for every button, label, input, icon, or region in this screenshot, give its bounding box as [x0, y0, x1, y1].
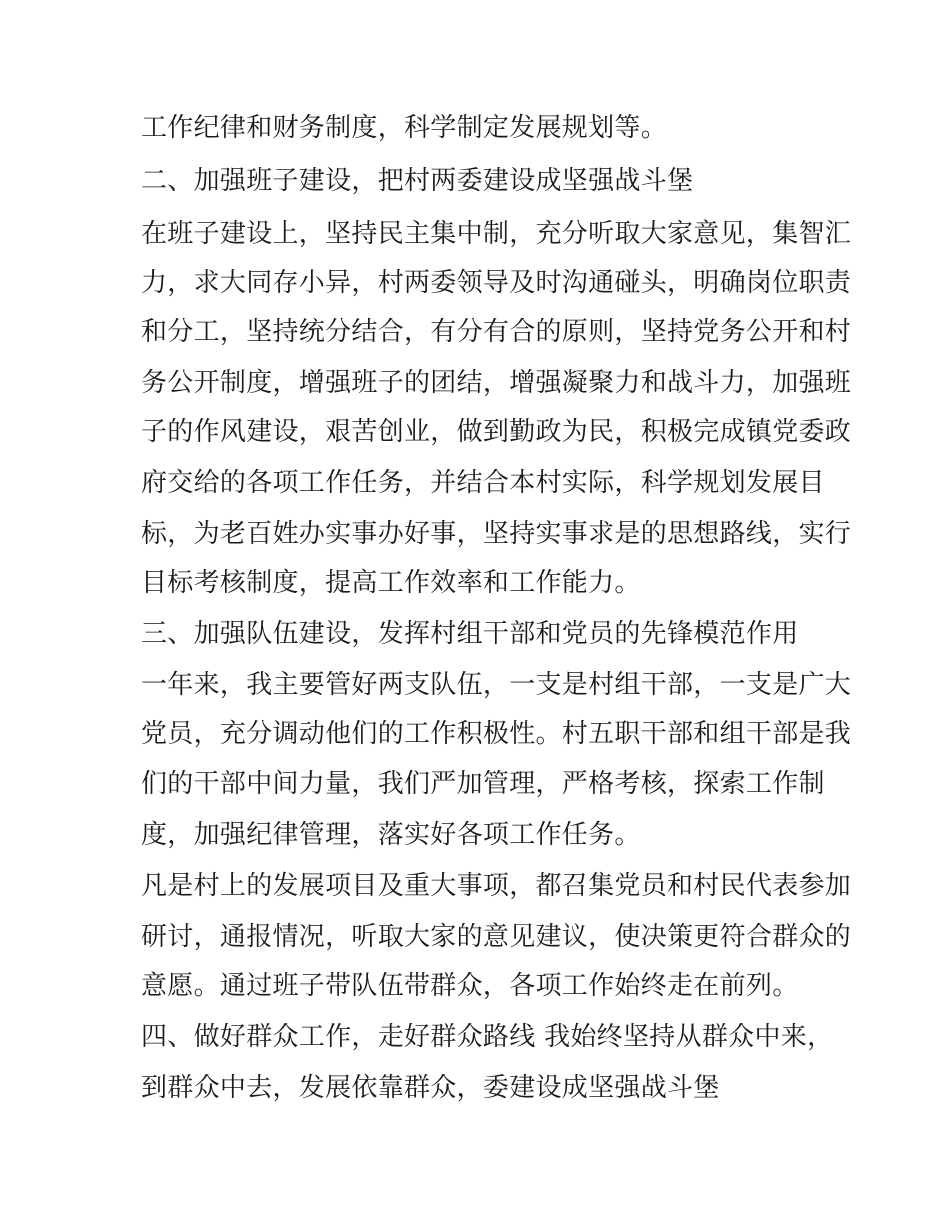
- text-line: 力，求大同存小异，村两委领导及时沟通碰头，明确岗位职责: [141, 268, 852, 298]
- text-line: 到群众中去，发展依靠群众，委建设成坚强战斗堡: [141, 1073, 720, 1103]
- text-line: 目标考核制度，提高工作效率和工作能力。: [141, 568, 641, 598]
- text-line: 子的作风建设，艰苦创业，做到勤政为民，积极完成镇党委政: [141, 417, 852, 447]
- text-line: 在班子建设上，坚持民主集中制，充分听取大家意见，集智汇: [141, 219, 852, 249]
- text-line: 意愿。通过班子带队伍带群众，各项工作始终走在前列。: [141, 971, 799, 1001]
- text-line: 工作纪律和财务制度，科学制定发展规划等。: [141, 113, 668, 143]
- text-line: 府交给的各项工作任务，并结合本村实际，科学规划发展目: [141, 468, 825, 498]
- text-line: 度，加强纪律管理，落实好各项工作任务。: [141, 820, 641, 850]
- text-line: 党员，充分调动他们的工作积极性。村五职干部和组干部是我: [141, 719, 852, 749]
- section-heading: 四、做好群众工作，走好群众路线 我始终坚持从群众中来，: [141, 1022, 834, 1052]
- text-line: 务公开制度，增强班子的团结，增强凝聚力和战斗力，加强班: [141, 368, 852, 398]
- text-line: 凡是村上的发展项目及重大事项，都召集党员和村民代表参加: [141, 871, 852, 901]
- text-line: 研讨，通报情况，听取大家的意见建议，使决策更符合群众的: [141, 922, 852, 952]
- text-line: 和分工，坚持统分结合，有分有合的原则，坚持党务公开和村: [141, 317, 852, 347]
- text-line: 标，为老百姓办实事办好事，坚持实事求是的思想路线，实行: [141, 519, 852, 549]
- section-heading: 二、加强班子建设，把村两委建设成坚强战斗堡: [141, 166, 694, 196]
- section-heading: 三、加强队伍建设，发挥村组干部和党员的先锋模范作用: [141, 619, 799, 649]
- text-line: 们的干部中间力量，我们严加管理，严格考核，探索工作制: [141, 769, 825, 799]
- text-line: 一年来，我主要管好两支队伍，一支是村组干部，一支是广大: [141, 670, 852, 700]
